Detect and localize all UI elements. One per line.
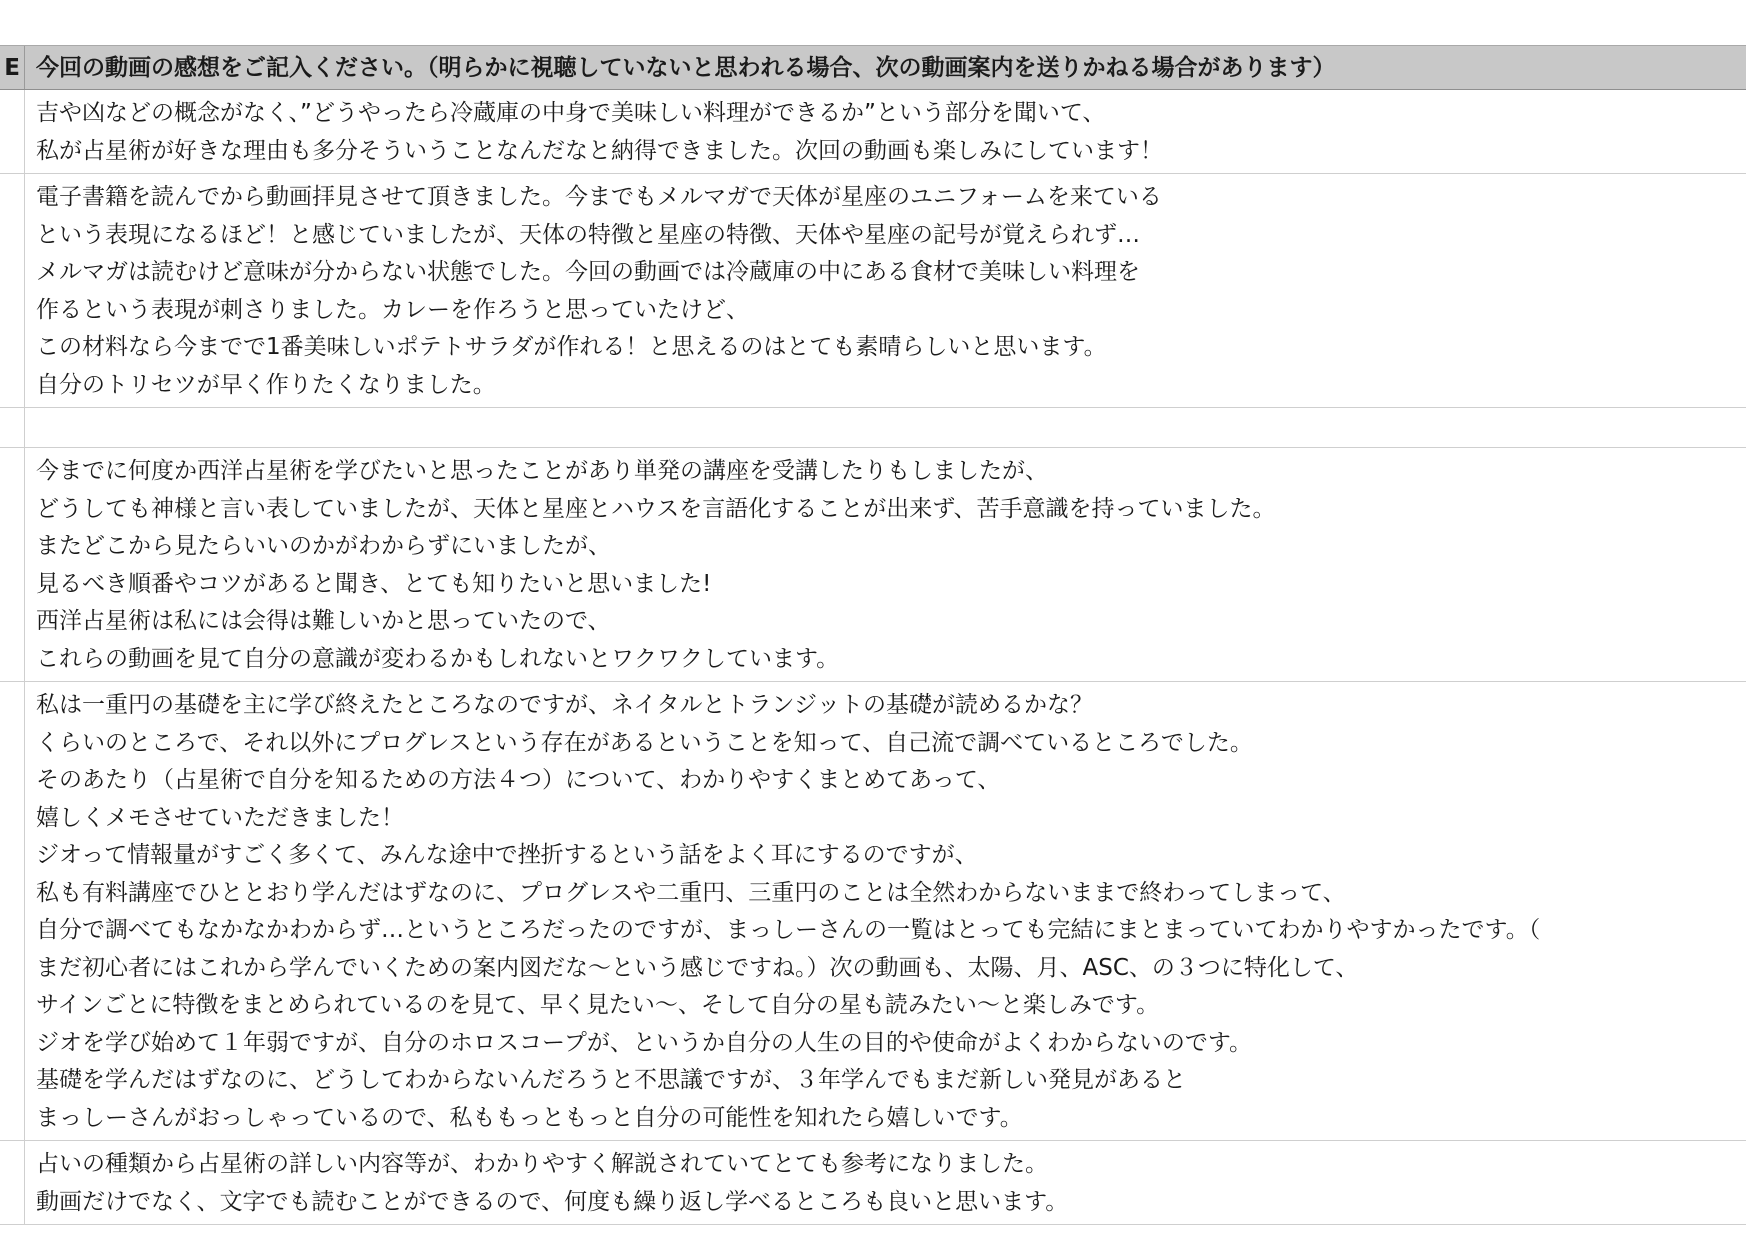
- comment-line: 自分で調べてもなかなかわからず…というところだったのですが、まっしーさんの一覧はとっても完結にまとまっていてわかりやすかったです。（: [36, 917, 1541, 943]
- comment-line: 西洋占星術は私には会得は難しいかと思っていたので、: [36, 608, 611, 634]
- comment-line: これらの動画を見て自分の意識が変わるかもしれないとワクワクしています。: [36, 645, 840, 672]
- comment-line: 吉や凶などの概念がなく、”どうやったら冷蔵庫の中身で美味しい料理ができるか”という部分を聞いて、: [36, 100, 1106, 126]
- comment-line: 自分のトリセツが早く作りたくなりました。: [36, 371, 496, 398]
- comment-line: 作るという表現が刺さりました。カレーを作ろうと思っていたけど、: [36, 296, 749, 323]
- row-left-cell[interactable]: [0, 174, 25, 407]
- comment-cell[interactable]: [25, 90, 1746, 173]
- comment-line: 基礎を学んだはずなのに、どうしてわからないんだろうと不思議ですが、３年学んでもまだ新しい発見があると: [36, 1067, 1186, 1093]
- table-row[interactable]: [0, 90, 1746, 174]
- comment-line: 私が占星術が好きな理由も多分そういうことなんだなと納得できました。次回の動画も楽しみにしています！: [36, 137, 1163, 164]
- comment-line: ジオを学び始めて１年弱ですが、自分のホロスコープが、というか自分の人生の目的や使命がよくわからないのです。: [36, 1029, 1253, 1056]
- comment-line: ジオって情報量がすごく多くて、みんな途中で挫折するという話をよく耳にするのですが、: [36, 842, 978, 868]
- header-left-cell[interactable]: [0, 46, 25, 89]
- comment-line: またどこから見たらいいのかがわからずにいましたが、: [36, 533, 611, 559]
- comment-text: [25, 174, 1746, 404]
- comment-line: 動画だけでなく、文字でも読むことができるので、何度も繰り返し学べるところも良いと思います。: [36, 1188, 1069, 1215]
- comment-cell[interactable]: [25, 448, 1746, 681]
- table-row[interactable]: [0, 174, 1746, 408]
- comment-line: という表現になるほど！と感じていましたが、天体の特徴と星座の特徴、天体や星座の記号が覚えられず…: [36, 221, 1140, 248]
- header-main-cell[interactable]: [25, 46, 1746, 89]
- comment-line: 今までに何度か西洋占星術を学びたいと思ったことがあり単発の講座を受講したりもしましたが、: [36, 458, 1048, 484]
- row-left-cell[interactable]: [0, 448, 25, 681]
- row-left-cell[interactable]: [0, 408, 25, 447]
- comment-line: メルマガは読むけど意味が分からない状態でした。今回の動画では冷蔵庫の中にある食材で美味しい料理を: [36, 259, 1140, 285]
- data-rows: [0, 90, 1746, 1225]
- comment-line: 電子書籍を読んでから動画拝見させて頂きました。今までもメルマガで天体が星座のユニフォームを来ている: [36, 184, 1162, 210]
- comment-text: [25, 408, 1746, 413]
- header-left-cell-text: E: [4, 55, 20, 81]
- comment-line: サインごとに特徴をまとめられているのを見て、早く見たい〜、そして自分の星も読みたい〜と楽しみです。: [36, 992, 1160, 1018]
- comment-cell[interactable]: [25, 174, 1746, 407]
- comment-text: [25, 448, 1746, 678]
- sheet-top-margin: [0, 0, 1746, 45]
- comment-cell[interactable]: [25, 682, 1746, 1140]
- comment-line: どうしても神様と言い表していましたが、天体と星座とハウスを言語化することが出来ず、苦手意識を持っていました。: [36, 495, 1276, 522]
- comment-line: 嬉しくメモさせていただきました！: [36, 804, 404, 831]
- comment-text: [25, 90, 1746, 170]
- comment-line: まっしーさんがおっしゃっているので、私ももっともっと自分の可能性を知れたら嬉しいです。: [36, 1104, 1023, 1131]
- comment-line: 私も有料講座でひととおり学んだはずなのに、プログレスや二重円、三重円のことは全然わからないままで終わってしまって、: [36, 879, 1346, 906]
- comment-line: くらいのところで、それ以外にプログレスという存在があるということを知って、自己流で調べているところでした。: [36, 729, 1253, 756]
- row-left-cell[interactable]: [0, 90, 25, 173]
- comment-line: まだ初心者にはこれから学んでいくための案内図だな〜という感じですね。）次の動画も、太陽、月、ASC、の３つに特化して、: [36, 954, 1359, 981]
- table-row[interactable]: [0, 448, 1746, 682]
- comment-line: 私は一重円の基礎を主に学び終えたところなのですが、ネイタルとトランジットの基礎が読めるかな？: [36, 692, 1093, 718]
- comment-cell[interactable]: [25, 1141, 1746, 1224]
- header-row[interactable]: [0, 45, 1746, 90]
- comment-line: そのあたり（占星術で自分を知るための方法４つ）について、わかりやすくまとめてあって、: [36, 767, 1001, 793]
- comment-line: この材料なら今までで1番美味しいポテトサラダが作れる！と思えるのはとても素晴らしいと思います。: [36, 334, 1107, 360]
- comment-line: 占いの種類から占星術の詳しい内容等が、わかりやすく解説されていてとても参考になりました。: [36, 1151, 1048, 1177]
- row-left-cell[interactable]: [0, 1141, 25, 1224]
- row-left-cell[interactable]: [0, 682, 25, 1140]
- table-row[interactable]: [0, 408, 1746, 448]
- column-header-title: 今回の動画の感想をご記入ください。（明らかに視聴していないと思われる場合、次の動画案内を送りかねる場合があります）: [36, 55, 1336, 81]
- table-row[interactable]: [0, 682, 1746, 1141]
- comment-line: 見るべき順番やコツがあると聞き、とても知りたいと思いました!: [36, 570, 712, 597]
- comment-text: [25, 682, 1746, 1137]
- comment-text: [25, 1141, 1746, 1221]
- comment-cell[interactable]: [25, 408, 1746, 447]
- table-row[interactable]: [0, 1141, 1746, 1225]
